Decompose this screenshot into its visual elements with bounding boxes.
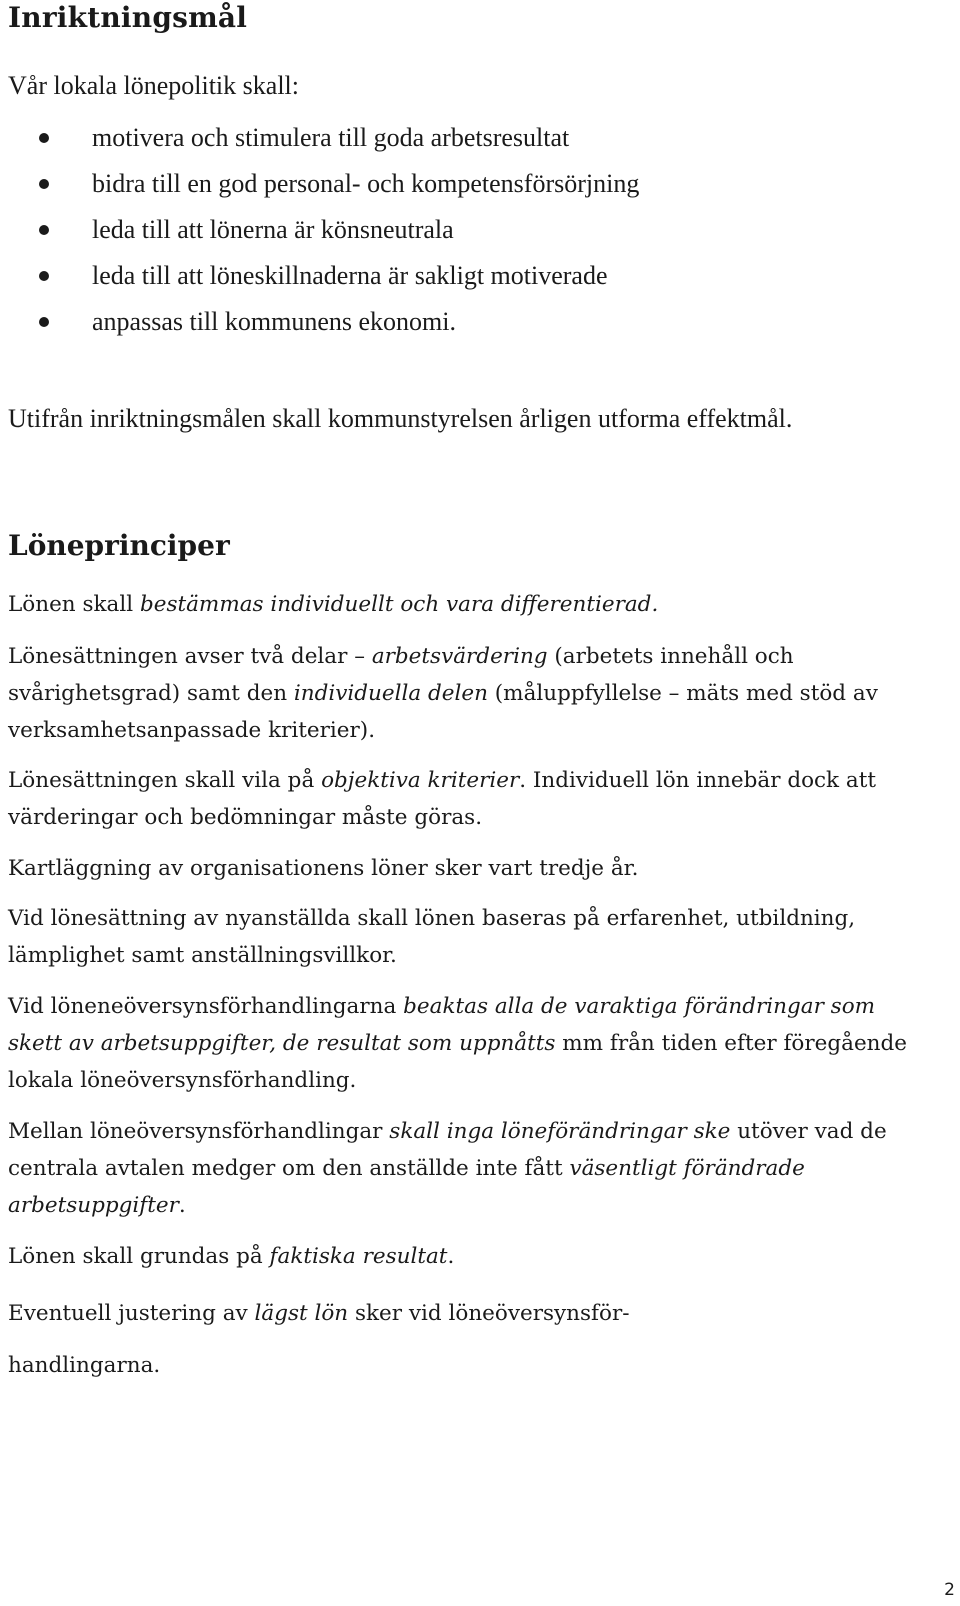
bullet-icon: [39, 317, 49, 327]
paragraph-lowest-salary: Eventuell justering av lägst lön sker vid löneöversynsför- handlingarna.: [8, 1301, 630, 1378]
paragraph-objective-criteria: Lönesättningen skall vila på objektiva kriterier. Individuell lön innebär dock att värderingar och bedömningar måste göras.: [8, 768, 877, 830]
paragraph-actual-results: Lönen skall grundas på faktiska resultat.: [8, 1244, 455, 1269]
bullet-icon: [39, 225, 49, 235]
paragraph-new-employees: Vid lönesättning av nyanställda skall lönen baseras på erfarenhet, utbildning, lämplighet samt anställningsvillkor.: [8, 906, 856, 968]
heading-inriktningsmal: Inriktningsmål: [8, 1, 248, 34]
paragraph-review-negotiations: Vid löneneöversynsförhandlingarna beaktas alla de varaktiga förändringar som skett av arbetsuppgifter, de resultat som uppnåtts mm från tiden efter föregående lokala löneöversynsförhandling.: [8, 994, 907, 1093]
paragraph-between-reviews: Mellan löneöversynsförhandlingar skall inga löneförändringar ske utöver vad de centrala avtalen medger om den anställde inte fått väsentligt förändrade arbetsuppgifter.: [8, 1119, 887, 1218]
paragraph-individual-salary: Lönen skall bestämmas individuellt och vara differentierad.: [8, 592, 659, 617]
list-item: motivera och stimulera till goda arbetsresultat: [8, 118, 639, 164]
goals-list: [8, 118, 639, 348]
paragraph-mapping: Kartläggning av organisationens löner sker vart tredje år.: [8, 856, 639, 881]
bullet-icon: [39, 179, 49, 189]
intro-text: Vår lokala lönepolitik skall:: [8, 71, 299, 100]
list-item: leda till att lönerna är könsneutrala: [8, 210, 639, 256]
bullet-icon: [39, 271, 49, 281]
heading-loneprinciper: Löneprinciper: [8, 529, 230, 562]
page-number: 2: [944, 1580, 955, 1600]
list-item: anpassas till kommunens ekonomi.: [8, 302, 639, 348]
list-item: bidra till en god personal- och kompetensförsörjning: [8, 164, 639, 210]
list-item: leda till att löneskillnaderna är sakligt motiverade: [8, 256, 639, 302]
bullet-icon: [39, 133, 49, 143]
closing-paragraph: Utifrån inriktningsmålen skall kommunstyrelsen årligen utforma effektmål.: [8, 404, 793, 433]
paragraph-salary-parts: Lönesättningen avser två delar – arbetsvärdering (arbetets innehåll och svårighetsgrad) samt den individuella delen (måluppfyllelse – mäts med stöd av verksamhetsanpassade kriterier).: [8, 644, 878, 743]
